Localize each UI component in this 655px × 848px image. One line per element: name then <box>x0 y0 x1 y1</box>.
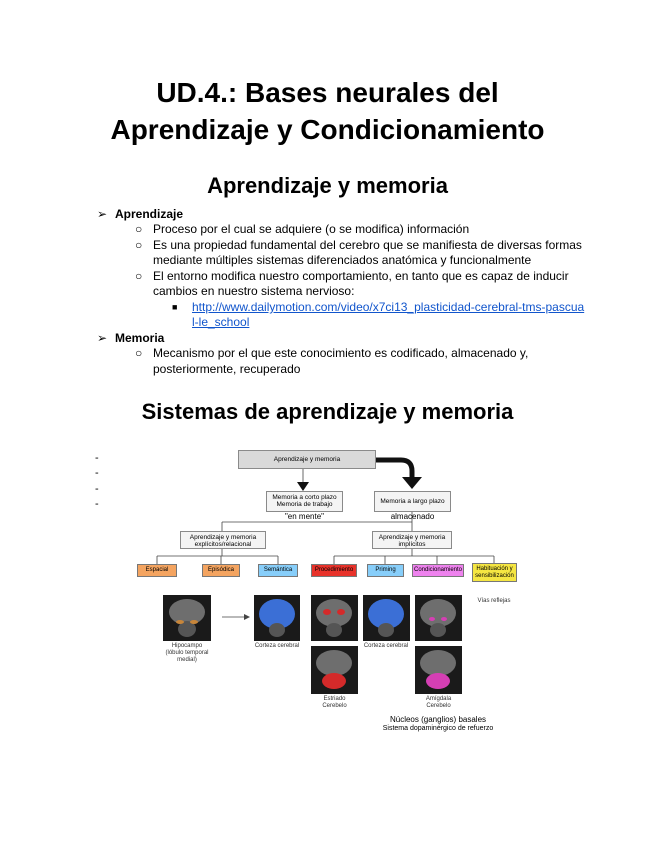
brain-scan-cortex-semantic <box>254 595 300 641</box>
striatum-label <box>310 696 359 710</box>
sub-bullet-text: Proceso por el cual se adquiere (o se modifica) información <box>153 222 470 236</box>
section-heading-aprendizaje-memoria: Aprendizaje y memoria <box>207 173 448 198</box>
category-box-habituacion: Habituación y sensibilización <box>472 563 517 582</box>
sub-bullet-text: Es una propiedad fundamental del cerebro que se manifiesta de diversas formas <box>153 238 582 252</box>
root-box: Aprendizaje y memoria <box>238 450 376 469</box>
category-box-episodica: Episódica <box>202 564 240 577</box>
amygdala-label-line2: Cerebelo <box>426 703 451 709</box>
circle-bullet-icon: ○ <box>135 346 143 360</box>
hippocampus-label-line3: medial) <box>177 657 197 663</box>
hippocampus-label-line1: Hipocampo <box>171 643 203 649</box>
brain-scan-priming <box>363 595 410 641</box>
cortex-label-2: Corteza cerebral <box>363 643 409 649</box>
hippocampus-label-line2: (lóbulo temporal <box>165 650 209 656</box>
long-term-box: Memoria a largo plazo <box>374 491 451 512</box>
brain-scan-cerebellum-pink <box>415 646 462 694</box>
short-term-box <box>266 491 343 512</box>
implicit-box <box>372 531 452 549</box>
sub-bullet-text: mediante múltiples sistemas diferenciados anatómica y funcionalmente <box>153 253 532 267</box>
brain-scan-procedure <box>311 595 358 641</box>
dash-bullet-icon: - <box>95 498 99 510</box>
category-box-semantica: Semántica <box>258 564 298 577</box>
brain-scan-conditioning <box>415 595 462 641</box>
implicit-line1: Aprendizaje y memoria <box>378 534 446 541</box>
circle-bullet-icon: ○ <box>135 222 143 236</box>
section-heading-sistemas: Sistemas de aprendizaje y memoria <box>141 399 514 424</box>
striatum-label-line2: Cerebelo <box>322 703 347 709</box>
sub-bullet-text: El entorno modifica nuestro comportamiento, en tanto que es capaz de inducir <box>153 269 569 283</box>
title-line-1: UD.4.: Bases neurales del <box>156 77 499 108</box>
circle-bullet-icon: ○ <box>135 269 143 283</box>
amygdala-label-line1: Amígdala <box>425 696 452 702</box>
short-term-line2: Memoria de trabajo <box>276 501 333 508</box>
category-box-condicionamiento: Condicionamiento <box>412 564 464 577</box>
dash-bullet-icon: - <box>95 467 99 479</box>
dopamine-system-caption: Sistema dopaminérgico de refuerzo <box>382 725 494 732</box>
long-term-caption: almacenado <box>390 512 435 521</box>
striatum-label-line1: Estriado <box>323 696 346 702</box>
brain-scan-cerebellum-red <box>311 646 358 694</box>
arrow-bullet-icon: ➢ <box>97 331 108 345</box>
arrow-bullet-icon: ➢ <box>97 207 108 221</box>
dash-bullet-icon: - <box>95 452 99 464</box>
hippocampus-label <box>160 643 214 664</box>
bullet-label: Memoria <box>115 331 165 345</box>
category-box-procedimiento: Procedimiento <box>311 564 357 577</box>
reflex-label: Vías reflejas <box>477 598 511 604</box>
sub-bullet-text: cambios en nuestro sistema nervioso: <box>153 284 355 298</box>
category-box-priming: Priming <box>367 564 404 577</box>
short-term-caption: "en mente" <box>284 512 325 521</box>
title-line-2: Aprendizaje y Condicionamiento <box>110 114 545 145</box>
short-term-line1: Memoria a corto plazo <box>272 494 337 501</box>
category-box-espacial: Espacial <box>137 564 177 577</box>
explicit-line2: explícitos/relacional <box>194 541 252 548</box>
sub-bullet-text: Mecanismo por el que este conocimiento es codificado, almacenado y, <box>153 346 529 360</box>
explicit-line1: Aprendizaje y memoria <box>189 534 257 541</box>
video-link[interactable]: http://www.dailymotion.com/video/x7ci13_plasticidad-cerebral-tms-pascua <box>192 300 585 314</box>
square-bullet-icon: ■ <box>172 302 178 312</box>
dash-bullet-icon: - <box>95 483 99 495</box>
circle-bullet-icon: ○ <box>135 238 143 252</box>
implicit-line2: implícitos <box>398 541 426 548</box>
bullet-label: Aprendizaje <box>115 207 184 221</box>
cortex-label-1: Corteza cerebral <box>254 643 300 649</box>
basal-ganglia-caption: Núcleos (ganglios) basales <box>389 715 487 724</box>
sub-bullet-text: posteriormente, recuperado <box>153 362 301 376</box>
brain-scan-hippocampus <box>163 595 211 641</box>
explicit-box <box>180 531 266 549</box>
video-link-continuation[interactable]: l-le_school <box>192 315 250 329</box>
amygdala-label <box>414 696 463 710</box>
